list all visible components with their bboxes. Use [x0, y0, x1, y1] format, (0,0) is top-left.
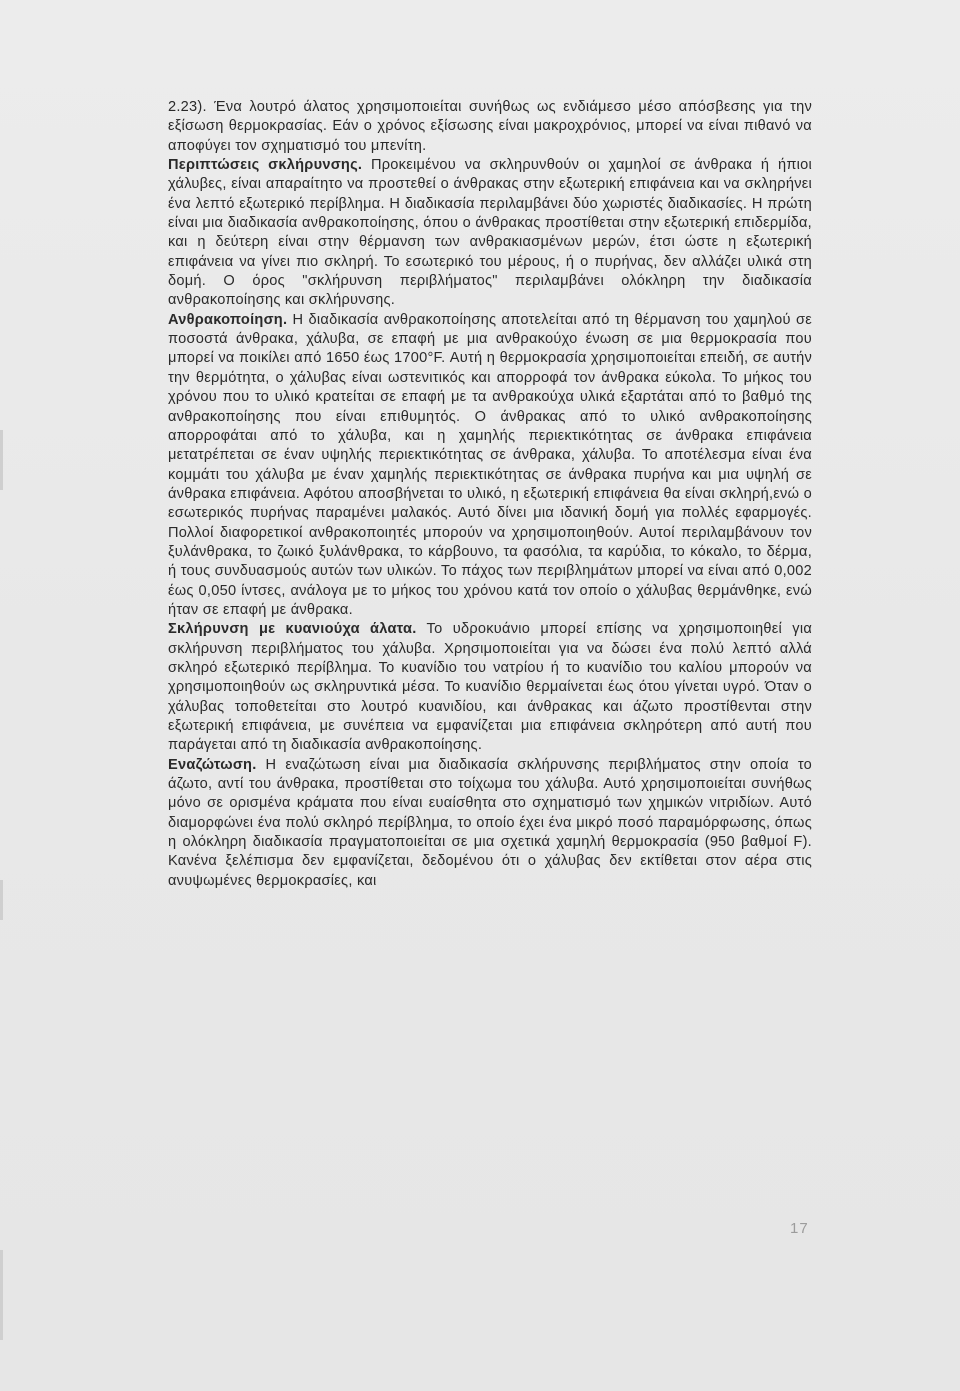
paragraph-nitriding — [168, 756, 812, 891]
body-text — [168, 98, 812, 891]
paragraph-cyanide-hardening — [168, 620, 812, 755]
paragraph-case-hardening — [168, 156, 812, 311]
paragraph-heading: Σκλήρυνση με κυανιούχα άλατα. — [168, 621, 417, 638]
paragraph-carburizing — [168, 311, 812, 621]
paragraph-text: Η εναζώτωση είναι μια διαδικασία σκλήρυνσης περιβλήματος στην οποία το άζωτο, αντί του άνθρακα, προστίθεται στο τοίχωμα του χάλυβα. Αυτό χρησιμοποιείται συνήθως μόνο σε ορισμένα κράματα που είναι ευαίσθητα στο σχηματισμό των χημικών νιτριδίων. Αυτό διαμορφώνει ένα πολύ σκληρό περίβλημα, το οποίο έχει ένα μικρό ποσό παραμόρφωσης, όπως η ολόκληρη διαδικασία πραγματοποιείται σε μια σχετικά χαμηλή θερμοκρασία (950 βαθμοί F). Κανένα ξελέπισμα δεν εμφανίζεται, δεδομένου ότι ο χάλυβας δεν εκτίθεται στον αέρα στις ανυψωμένες θερμοκρασίες, και — [168, 756, 812, 889]
page-number: 17 — [790, 1220, 809, 1237]
paragraph-salt-bath — [168, 98, 812, 156]
paragraph-text: Προκειμένου να σκληρυνθούν οι χαμηλοί σε άνθρακα ή ήπιοι χάλυβες, είναι απαραίτητο να προστεθεί ο άνθρακας στην εξωτερική επιφάνεια και να σκληρήνει ένα λεπτό εξωτερικό περίβλημα. Η διαδικασία περιλαμβάνει δύο χωριστές διαδικασίες. Η πρώτη είναι μια διαδικασία ανθρακοποίησης, όπου ο άνθρακας προστίθεται στην εξωτερική επιδερμίδα, και η δεύτερη είναι στην θέρμανση των ανθρακιασμένων μερών, έτσι ώστε η εξωτερική επιφάνεια να γίνει πιο σκληρή. Το εσωτερικό του μέρους, ή ο πυρήνας, δεν αλλάζει υλικά στη δομή. Ο όρος "σκλήρυνση περιβλήματος" περιλαμβάνει ολόκληρη την διαδικασία ανθρακοποίησης και σκλήρυνσης. — [168, 157, 812, 309]
paragraph-heading: Εναζώτωση. — [168, 756, 257, 773]
scan-edge-mark — [0, 430, 3, 490]
paragraph-text: Το υδροκυάνιο μπορεί επίσης να χρησιμοποιηθεί για σκλήρυνση περιβλήματος του χάλυβα. Χρησιμοποιείται για να δώσει ένα πολύ λεπτό αλλά σκληρό εξωτερικό περίβλημα. Το κυανίδιο του νατρίου ή το κυανίδιο του καλίου μπορούν να χρησιμοποιηθούν ως σκληρυντικά μέσα. Το κυανίδιο θερμαίνεται έως ότου γίνεται υγρό. Όταν ο χάλυβας τοποθετείται στο λουτρό κυανιδίου, και άνθρακας και άζωτο προστίθενται στην εξωτερική επιφάνεια, με συνέπεια να εμφανίζεται μια επιφάνεια σκληρότερη από αυτή που παράγεται από τη διαδικασία ανθρακοποίησης. — [168, 621, 813, 754]
paragraph-heading: Περιπτώσεις σκλήρυνσης. — [168, 157, 363, 174]
paragraph-text: 2.23). Ένα λουτρό άλατος χρησιμοποιείται συνήθως ως ενδιάμεσο μέσο απόσβεσης για την εξίσωση θερμοκρασίας. Εάν ο χρόνος εξίσωσης είναι μακροχρόνιος, μπορεί να είναι πιθανό να αποφύγει τον σχηματισμό του μπενίτη. — [168, 99, 812, 154]
paragraph-heading: Ανθρακοποίηση. — [168, 311, 288, 328]
paragraph-text: Η διαδικασία ανθρακοποίησης αποτελείται από τη θέρμανση του χαμηλού σε ποσοστά άνθρακα, χάλυβα, σε επαφή με μια ανθρακούχο ένωση σε μια θερμοκρασία που μπορεί να ποικίλει από 1650 έως 1700°F. Αυτή η θερμοκρασία χρησιμοποιείται επειδή, σε αυτήν την θερμότητα, ο χάλυβας είναι ωστενιτικός και απορροφά τον άνθρακα εύκολα. Το μήκος του χρόνου που το υλικό κρατείται σε επαφή με τα ανθρακούχα υλικά εξαρτάται από το βαθμό της ανθρακοποίησης που είναι επιθυμητός. Ο άνθρακας από το υλικό ανθρακοποίησης απορροφάται από το χάλυβα, και η χαμηλής περιεκτικότητας σε άνθρακα επιφάνεια μετατρέπεται σε έναν υψηλής περιεκτικότητας σε άνθρακα, χάλυβα. Το αποτέλεσμα είναι ένα κομμάτι του χάλυβα με έναν χαμηλής περιεκτικότητας σε άνθρακα πυρήνα και μια υψηλή σε άνθρακα επιφάνεια. Αφότου αποσβήνεται το υλικό, η εξωτερική επιφάνεια θα είναι σκληρή,ενώ ο εσωτερικός πυρήνας παραμένει μαλακός. Αυτό δίνει μια ιδανική δομή για πολλές εφαρμογές. Πολλοί διαφορετικοί ανθρακοποιητές μπορούν να χρησιμοποιηθούν. Αυτοί περιλαμβάνουν τον ξυλάνθρακα, το ζωικό ξυλάνθρακα, το κάρβουνο, τα φασόλια, τα καρύδια, το κόκαλο, το δέρμα, ή τους συνδυασμούς αυτών των υλικών. Το πάχος των περιβλημάτων μπορεί να είναι από 0,002 έως 0,050 ίντσες, ανάλογα με το μήκος του χρόνου κατά τον οποίο ο χάλυβας θερμάνθηκε, ενώ ήταν σε επαφή με άνθρακα. — [168, 311, 812, 618]
scan-edge-mark — [0, 880, 3, 920]
scan-edge-mark — [0, 1250, 3, 1340]
